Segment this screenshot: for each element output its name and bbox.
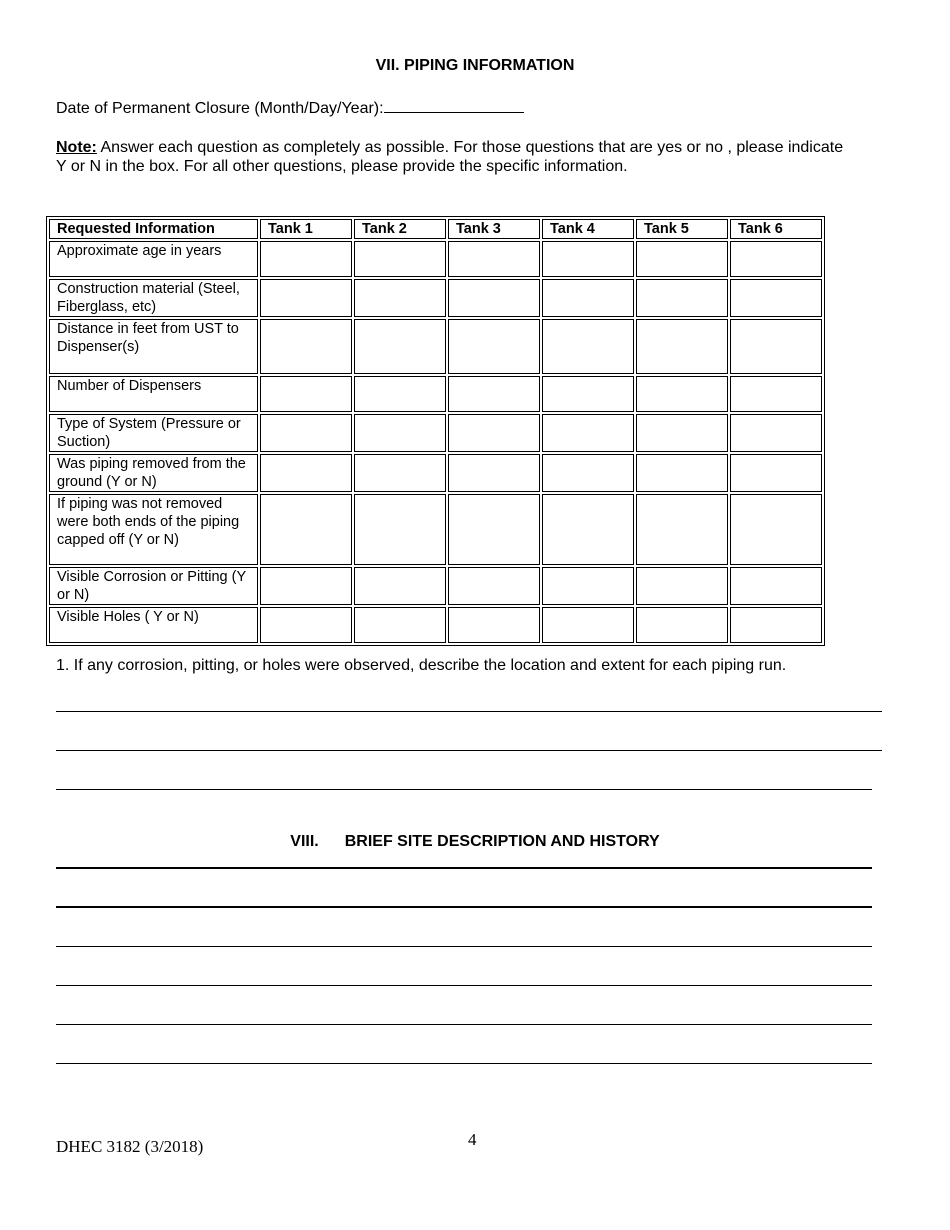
tank-5-cell[interactable] [636, 241, 728, 277]
tank-6-cell[interactable] [730, 279, 822, 317]
header-tank-1: Tank 1 [260, 219, 352, 239]
row-label: Visible Holes ( Y or N) [49, 607, 258, 643]
closure-date-row [56, 98, 524, 118]
answer-line[interactable] [56, 867, 872, 869]
tank-6-cell[interactable] [730, 414, 822, 452]
tank-3-cell[interactable] [448, 414, 540, 452]
tank-6-cell[interactable] [730, 567, 822, 605]
tank-6-cell[interactable] [730, 494, 822, 565]
tank-5-cell[interactable] [636, 414, 728, 452]
tank-5-cell[interactable] [636, 607, 728, 643]
tank-2-cell[interactable] [354, 279, 446, 317]
tank-6-cell[interactable] [730, 376, 822, 412]
row-label: Type of System (Pressure or Suction) [49, 414, 258, 452]
tank-2-cell[interactable] [354, 241, 446, 277]
header-tank-3: Tank 3 [448, 219, 540, 239]
answer-line[interactable] [56, 789, 872, 790]
tank-5-cell[interactable] [636, 319, 728, 374]
header-tank-4: Tank 4 [542, 219, 634, 239]
tank-3-cell[interactable] [448, 567, 540, 605]
tank-5-cell[interactable] [636, 567, 728, 605]
tank-3-cell[interactable] [448, 376, 540, 412]
row-label: Number of Dispensers [49, 376, 258, 412]
tank-2-cell[interactable] [354, 319, 446, 374]
tank-2-cell[interactable] [354, 376, 446, 412]
tank-1-cell[interactable] [260, 607, 352, 643]
tank-4-cell[interactable] [542, 414, 634, 452]
note-text: Answer each question as completely as possible. For those questions that are yes or no , please indicate Y or N in the box. For all other questions, please provide the specific information. [56, 139, 844, 175]
tank-1-cell[interactable] [260, 241, 352, 277]
header-tank-6: Tank 6 [730, 219, 822, 239]
tank-4-cell[interactable] [542, 241, 634, 277]
tank-2-cell[interactable] [354, 607, 446, 643]
tank-1-cell[interactable] [260, 454, 352, 492]
table-row [49, 319, 822, 374]
answer-line[interactable] [56, 906, 872, 908]
table-row [49, 494, 822, 565]
tank-4-cell[interactable] [542, 454, 634, 492]
row-label: Visible Corrosion or Pitting (Y or N) [49, 567, 258, 605]
tank-2-cell[interactable] [354, 567, 446, 605]
row-label: Distance in feet from UST to Dispenser(s) [49, 319, 258, 374]
row-label: Approximate age in years [49, 241, 258, 277]
instructions-note [56, 138, 856, 176]
closure-date-label: Date of Permanent Closure (Month/Day/Year): [56, 100, 384, 117]
tank-1-cell[interactable] [260, 494, 352, 565]
page-number: 4 [468, 1130, 477, 1149]
tank-3-cell[interactable] [448, 454, 540, 492]
tank-2-cell[interactable] [354, 494, 446, 565]
tank-4-cell[interactable] [542, 494, 634, 565]
section-8-title: BRIEF SITE DESCRIPTION AND HISTORY [344, 833, 660, 850]
tank-4-cell[interactable] [542, 319, 634, 374]
tank-6-cell[interactable] [730, 319, 822, 374]
tank-5-cell[interactable] [636, 494, 728, 565]
header-requested-information: Requested Information [49, 219, 258, 239]
tank-1-cell[interactable] [260, 567, 352, 605]
row-label: Was piping removed from the ground (Y or N) [49, 454, 258, 492]
piping-info-table [46, 216, 825, 646]
tank-1-cell[interactable] [260, 376, 352, 412]
tank-4-cell[interactable] [542, 279, 634, 317]
tank-6-cell[interactable] [730, 241, 822, 277]
closure-date-field[interactable] [384, 98, 524, 113]
tank-2-cell[interactable] [354, 414, 446, 452]
answer-line[interactable] [56, 1024, 872, 1025]
answer-line[interactable] [56, 1063, 872, 1064]
row-label: Construction material (Steel, Fiberglass, etc) [49, 279, 258, 317]
table-row [49, 279, 822, 317]
section-title-piping: VII. PIPING INFORMATION [375, 57, 575, 74]
tank-2-cell[interactable] [354, 454, 446, 492]
table-row [49, 241, 822, 277]
answer-line[interactable] [56, 985, 872, 986]
tank-6-cell[interactable] [730, 454, 822, 492]
tank-5-cell[interactable] [636, 279, 728, 317]
section-title-site-description [0, 833, 950, 851]
question-1-text: 1. If any corrosion, pitting, or holes were observed, describe the location and extent for each piping run. [56, 657, 787, 674]
table-header-row [49, 219, 822, 239]
tank-3-cell[interactable] [448, 241, 540, 277]
tank-1-cell[interactable] [260, 319, 352, 374]
table-row [49, 454, 822, 492]
tank-5-cell[interactable] [636, 454, 728, 492]
header-tank-2: Tank 2 [354, 219, 446, 239]
section-8-number: VIII. [290, 833, 319, 850]
form-id: DHEC 3182 (3/2018) [56, 1137, 204, 1156]
tank-4-cell[interactable] [542, 567, 634, 605]
tank-3-cell[interactable] [448, 607, 540, 643]
table-row [49, 376, 822, 412]
tank-3-cell[interactable] [448, 319, 540, 374]
note-label: Note: [56, 139, 97, 156]
table-row [49, 567, 822, 605]
tank-4-cell[interactable] [542, 607, 634, 643]
table-row [49, 414, 822, 452]
answer-line[interactable] [56, 750, 882, 751]
tank-4-cell[interactable] [542, 376, 634, 412]
header-tank-5: Tank 5 [636, 219, 728, 239]
tank-1-cell[interactable] [260, 279, 352, 317]
row-label: If piping was not removed were both ends of the piping capped off (Y or N) [49, 494, 258, 565]
answer-line[interactable] [56, 946, 872, 947]
tank-6-cell[interactable] [730, 607, 822, 643]
answer-line[interactable] [56, 711, 882, 712]
tank-5-cell[interactable] [636, 376, 728, 412]
tank-3-cell[interactable] [448, 494, 540, 565]
table-row [49, 607, 822, 643]
tank-3-cell[interactable] [448, 279, 540, 317]
tank-1-cell[interactable] [260, 414, 352, 452]
